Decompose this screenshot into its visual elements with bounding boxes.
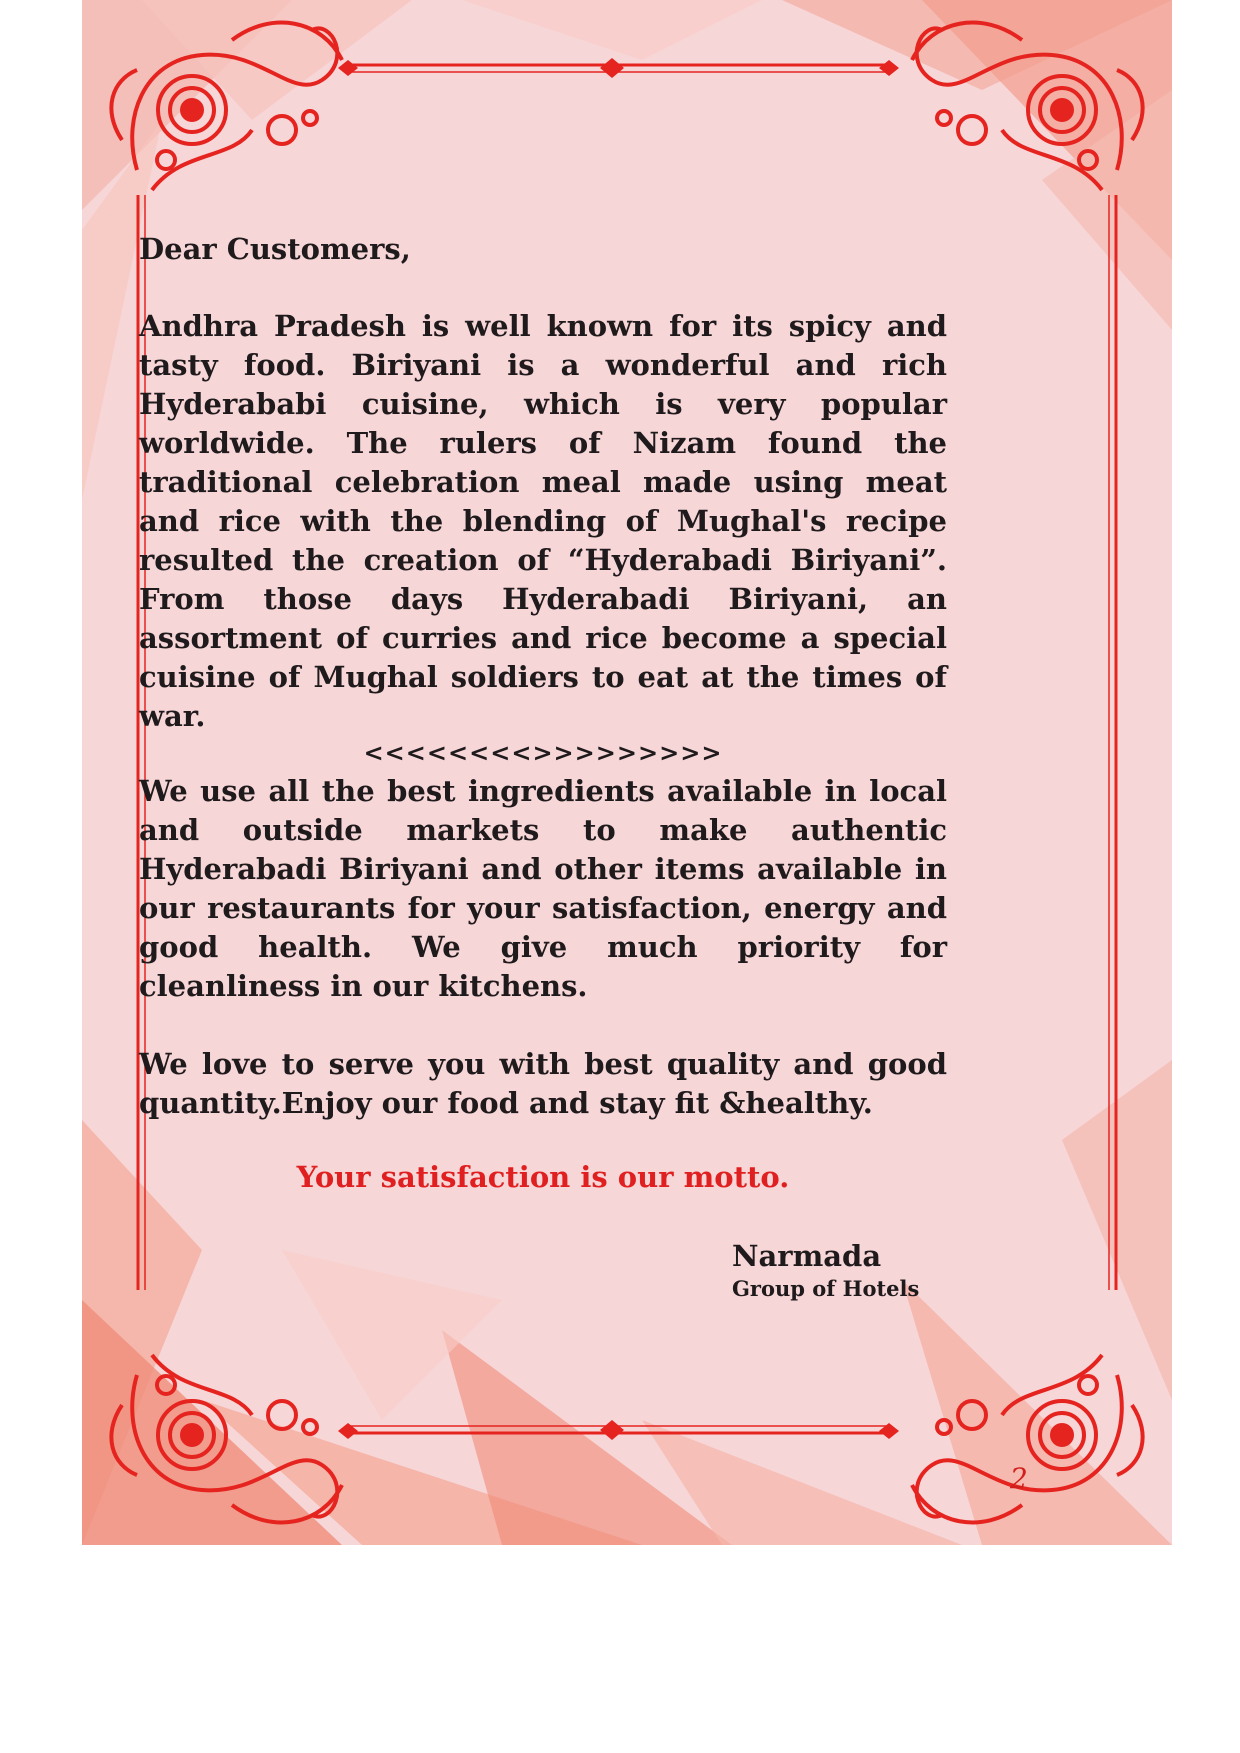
paragraph-service: We love to serve you with best quality and good quantity.Enjoy our food and stay fit &healthy. xyxy=(139,1047,947,1120)
signature-name: Narmada xyxy=(732,1239,882,1273)
signature-block xyxy=(732,1238,919,1304)
page-number: 2 xyxy=(1010,1462,1028,1495)
section-divider: <<<<<<<<>>>>>>>>> xyxy=(363,738,723,767)
greeting: Dear Customers, xyxy=(139,232,411,266)
motto: Your satisfaction is our motto. xyxy=(296,1160,790,1194)
letter-body xyxy=(139,230,947,1123)
paragraph-history: Andhra Pradesh is well known for its spicy and tasty food. Biriyani is a wonderful and rich Hyderababi cuisine, which is very popular worldwide. The rulers of Nizam found the traditional celebration meal made using meat and rice with the blending of Mughal's recipe resulted the creation of “Hyderabadi Biriyani”. From those days Hyderabadi Biriyani, an assortment of curries and rice become a special cuisine of Mughal soldiers to eat at the times of war. xyxy=(139,309,947,733)
signature-org: Group of Hotels xyxy=(732,1276,920,1301)
paragraph-ingredients: We use all the best ingredients available in local and outside markets to make authentic Hyderabadi Biriyani and other items available in our restaurants for your satisfaction, energy and good health. We give much priority for cleanliness in our kitchens. xyxy=(139,774,947,1003)
spacer xyxy=(139,1006,947,1045)
